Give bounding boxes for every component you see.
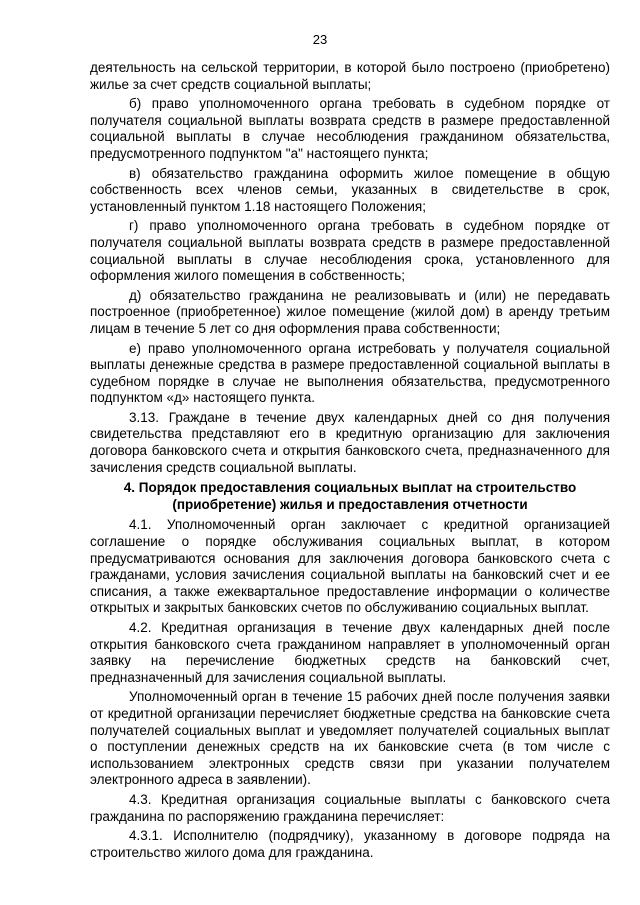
section-heading-line-1: 4. Порядок предоставления социальных выплат на строительство xyxy=(123,480,577,496)
document-body xyxy=(90,60,610,864)
paragraph-3-13: 3.13. Граждане в течение двух календарных дней со дня получения свидетельства представляют его в кредитную организацию для заключения договора банковского счета и открытия банковского счета, предназначенного для зачисления средств социальной выплаты. xyxy=(90,409,610,475)
paragraph-item-g: г) право уполномоченного органа требовать в судебном порядке от получателя социальной выплаты возврата средств в размере предоставленной социальной выплаты в случае несоблюдения срока, установленного для оформления жилого помещения в собственность; xyxy=(90,218,610,284)
paragraph-item-b: б) право уполномоченного органа требовать в судебном порядке от получателя социальной выплаты возврата средств в размере предоставленной социальной выплаты в случае несоблюдения гражданином обязательства, предусмотренного подпунктом "а" настоящего пункта; xyxy=(90,96,610,161)
paragraph-4-2-continued: Уполномоченный орган в течение 15 рабочих дней после получения заявки от кредитной организации перечисляет бюджетные средства на банковские счета получателей социальных выплат и уведомляет получателей социальных выплат о поступлении денежных средств на их банковские счета (в том числе с использованием электронных средств связи при указании получателем электронного адреса в заявлении). xyxy=(90,689,610,788)
page-number: 23 xyxy=(312,32,328,47)
section-heading xyxy=(90,480,610,513)
paragraph-item-e: е) право уполномоченного органа истребовать у получателя социальной выплаты денежные средства в размере предоставленной социальной выплаты в судебном порядке в случае не выполнения обязательства, предусмотренного подпунктом «д» настоящего пункта. xyxy=(90,340,610,406)
paragraph-4-1: 4.1. Уполномоченный орган заключает с кредитной организацией соглашение о порядке обслуживания социальных выплат, в котором предусматриваются основания для заключения договора банковского счета с гражданами, условия зачисления социальной выплаты на банковский счет и ее списания, а также ежеквартальное предоставление информации о количестве открытых и закрытых банковских счетов по обслуживанию социальных выплат. xyxy=(90,517,610,616)
paragraph-4-3: 4.3. Кредитная организация социальные выплаты с банковского счета гражданина по распоряжению гражданина перечисляет: xyxy=(90,791,610,824)
paragraph-item-d: д) обязательство гражданина не реализовывать и (или) не передавать построенное (приобретенное) жилое помещение (жилой дом) в аренду третьим лицам в течение 5 лет со дня оформления права собственности; xyxy=(90,287,610,336)
section-heading-line-2: (приобретение) жилья и предоставления отчетности xyxy=(172,496,528,512)
paragraph-continuation: деятельность на сельской территории, в которой было построено (приобретено) жилье за счет средств социальной выплаты; xyxy=(90,60,610,92)
paragraph-4-2: 4.2. Кредитная организация в течение двух календарных дней после открытия банковского счета гражданином направляет в уполномоченный орган заявку на перечисление бюджетных средств на банковский счет, предназначенный для зачисления социальной выплаты. xyxy=(90,620,610,685)
paragraph-4-3-1: 4.3.1. Исполнителю (подрядчику), указанному в договоре подряда на строительство жилого дома для гражданина. xyxy=(90,828,610,860)
paragraph-item-v: в) обязательство гражданина оформить жилое помещение в общую собственность всех членов семьи, указанных в свидетельстве в срок, установленный пунктом 1.18 настоящего Положения; xyxy=(90,165,610,214)
